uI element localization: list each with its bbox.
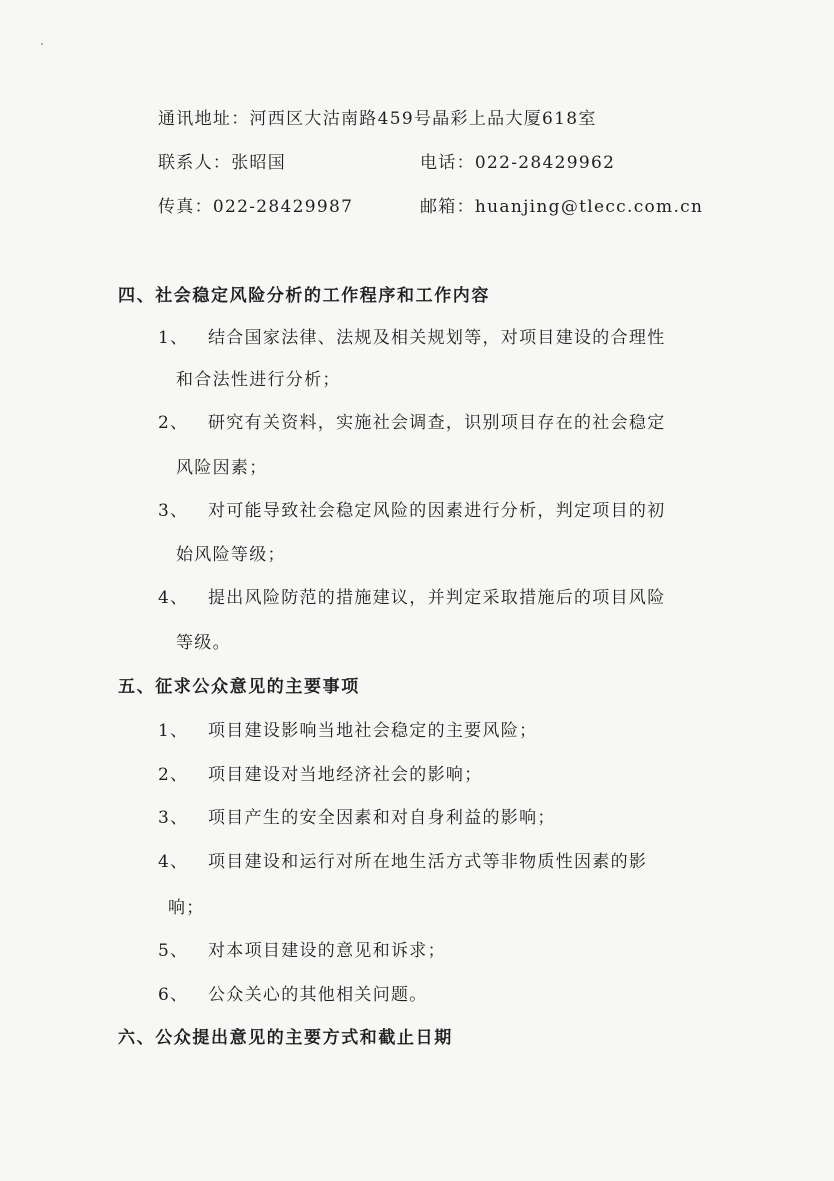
item-text: 结合国家法律、法规及相关规划等，对项目建设的合理性 [208,328,666,348]
item-number: 5、 [158,941,189,961]
section-4-title: 四、社会稳定风险分析的工作程序和工作内容 [118,286,490,306]
item-text: 项目产生的安全因素和对自身利益的影响； [208,808,556,828]
item-number: 3、 [158,501,189,521]
contact-phone: 电话：022-28429962 [420,153,616,173]
section-4-item-4-cont: 等级。 [176,633,231,653]
section-5-item-2 [158,763,483,787]
section-4-item-2 [158,411,666,435]
section-5-item-4 [158,850,647,874]
item-number: 1、 [158,328,189,348]
section-5-item-4-cont: 响； [168,898,205,918]
item-number: 6、 [158,985,189,1005]
scan-speck [41,43,43,45]
item-text: 项目建设和运行对所在地生活方式等非物质性因素的影 [208,852,648,872]
section-5-item-3 [158,806,556,830]
item-number: 3、 [158,808,189,828]
section-4-item-4 [158,586,666,610]
section-5-item-6 [158,983,428,1007]
item-text: 项目建设对当地经济社会的影响； [208,765,483,785]
item-text: 对本项目建设的意见和诉求； [208,941,446,961]
item-number: 2、 [158,765,189,785]
section-4-item-3 [158,499,666,523]
section-4-item-2-cont: 风险因素； [176,458,268,478]
section-5-item-5 [158,939,446,963]
item-number: 4、 [158,852,189,872]
contact-person: 联系人：张昭国 [158,153,287,173]
section-4-item-1-cont: 和合法性进行分析； [176,370,341,390]
section-5-item-1 [158,719,537,743]
item-text: 研究有关资料，实施社会调查，识别项目存在的社会稳定 [208,413,666,433]
contact-email: 邮箱：huanjing@tlecc.com.cn [420,197,704,217]
item-number: 2、 [158,413,189,433]
item-number: 4、 [158,588,189,608]
contact-fax: 传真：022-28429987 [158,197,354,217]
section-5-title: 五、征求公众意见的主要事项 [118,677,360,697]
item-text: 提出风险防范的措施建议，并判定采取措施后的项目风险 [208,588,666,608]
contact-address: 通讯地址：河西区大沽南路459号晶彩上品大厦618室 [158,109,597,129]
item-number: 1、 [158,721,189,741]
item-text: 公众关心的其他相关问题。 [208,985,428,1005]
section-4-item-3-cont: 始风险等级； [176,545,286,565]
section-4-item-1 [158,326,666,350]
item-text: 项目建设影响当地社会稳定的主要风险； [208,721,538,741]
section-6-title: 六、公众提出意见的主要方式和截止日期 [118,1028,453,1048]
item-text: 对可能导致社会稳定风险的因素进行分析，判定项目的初 [208,501,666,521]
